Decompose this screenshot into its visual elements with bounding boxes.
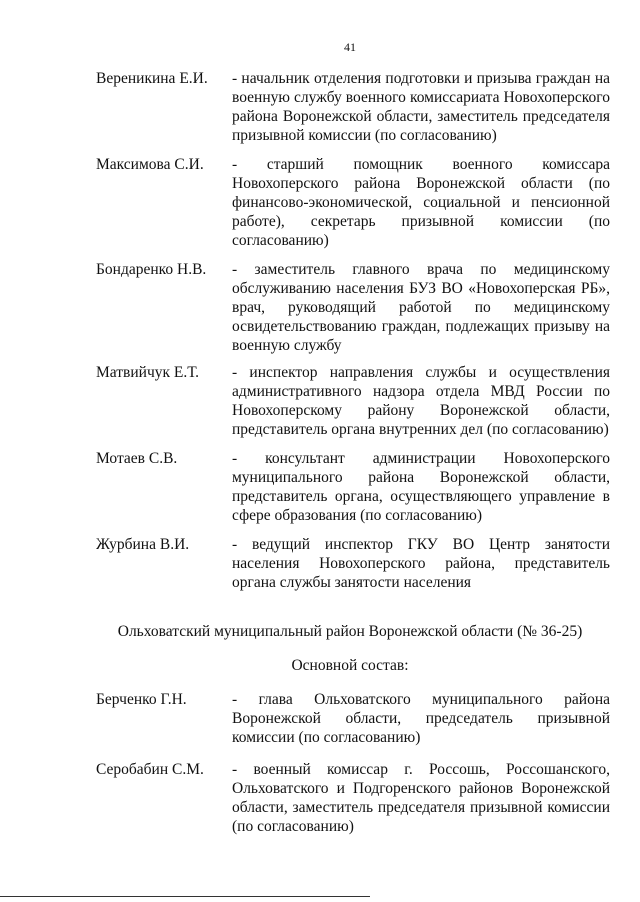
member-description: - глава Ольховатского муниципального района Воронежской области, председатель призывной комиссии (по согласованию) xyxy=(232,691,610,746)
member-name: Журбина В.И. xyxy=(96,536,190,553)
member-description: - ведущий инспектор ГКУ ВО Центр занятости населения Новохоперского района, представитель органа службы занятости населения xyxy=(232,536,610,591)
member-description: - военный комиссар г. Россошь, Россошанского, Ольховатского и Подгоренского районов Воронежской области, заместитель председателя призывной комиссии (по согласованию) xyxy=(232,761,610,835)
member-name: Матвийчук Е.Т. xyxy=(96,364,200,381)
member-description: - старший помощник военного комиссара Новохоперского района Воронежской области (по финансово-экономической, социальной и пенсионной работе), секретарь призывной комиссии (по согласованию) xyxy=(232,156,610,249)
member-description: - инспектор направления службы и осуществления административного надзора отдела МВД России по Новохоперскому району Воронежской области, представитель органа внутренних дел (по согласованию) xyxy=(232,364,610,438)
section-heading: Ольховатский муниципальный район Воронежской области (№ 36-25) xyxy=(117,623,583,640)
member-description: - консультант администрации Новохоперского муниципального района Воронежской области, представитель органа, осуществляющего управление в сфере образования (по согласованию) xyxy=(232,450,610,524)
member-description: - начальник отделения подготовки и призыва граждан на военную службу военного комиссариата Новохоперского района Воронежской области, заместитель председателя призывной комиссии (по согласованию) xyxy=(232,70,610,144)
member-name: Серобабин С.М. xyxy=(96,761,204,778)
section-subheading: Основной состав: xyxy=(291,657,409,674)
member-name: Мотаев С.В. xyxy=(96,450,178,467)
member-name: Бондаренко Н.В. xyxy=(96,261,207,278)
member-description: - заместитель главного врача по медицинскому обслуживанию населения БУЗ ВО «Новохоперская РБ», врач, руководящий работой по медицинскому освидетельствованию граждан, подлежащих призыву на военную службу xyxy=(232,261,610,354)
member-name: Максимова С.И. xyxy=(96,156,204,173)
member-name: Берченко Г.Н. xyxy=(96,691,187,708)
bottom-rule xyxy=(0,896,370,897)
page-number: 41 xyxy=(344,40,356,54)
member-name: Вереникина Е.И. xyxy=(96,70,208,87)
